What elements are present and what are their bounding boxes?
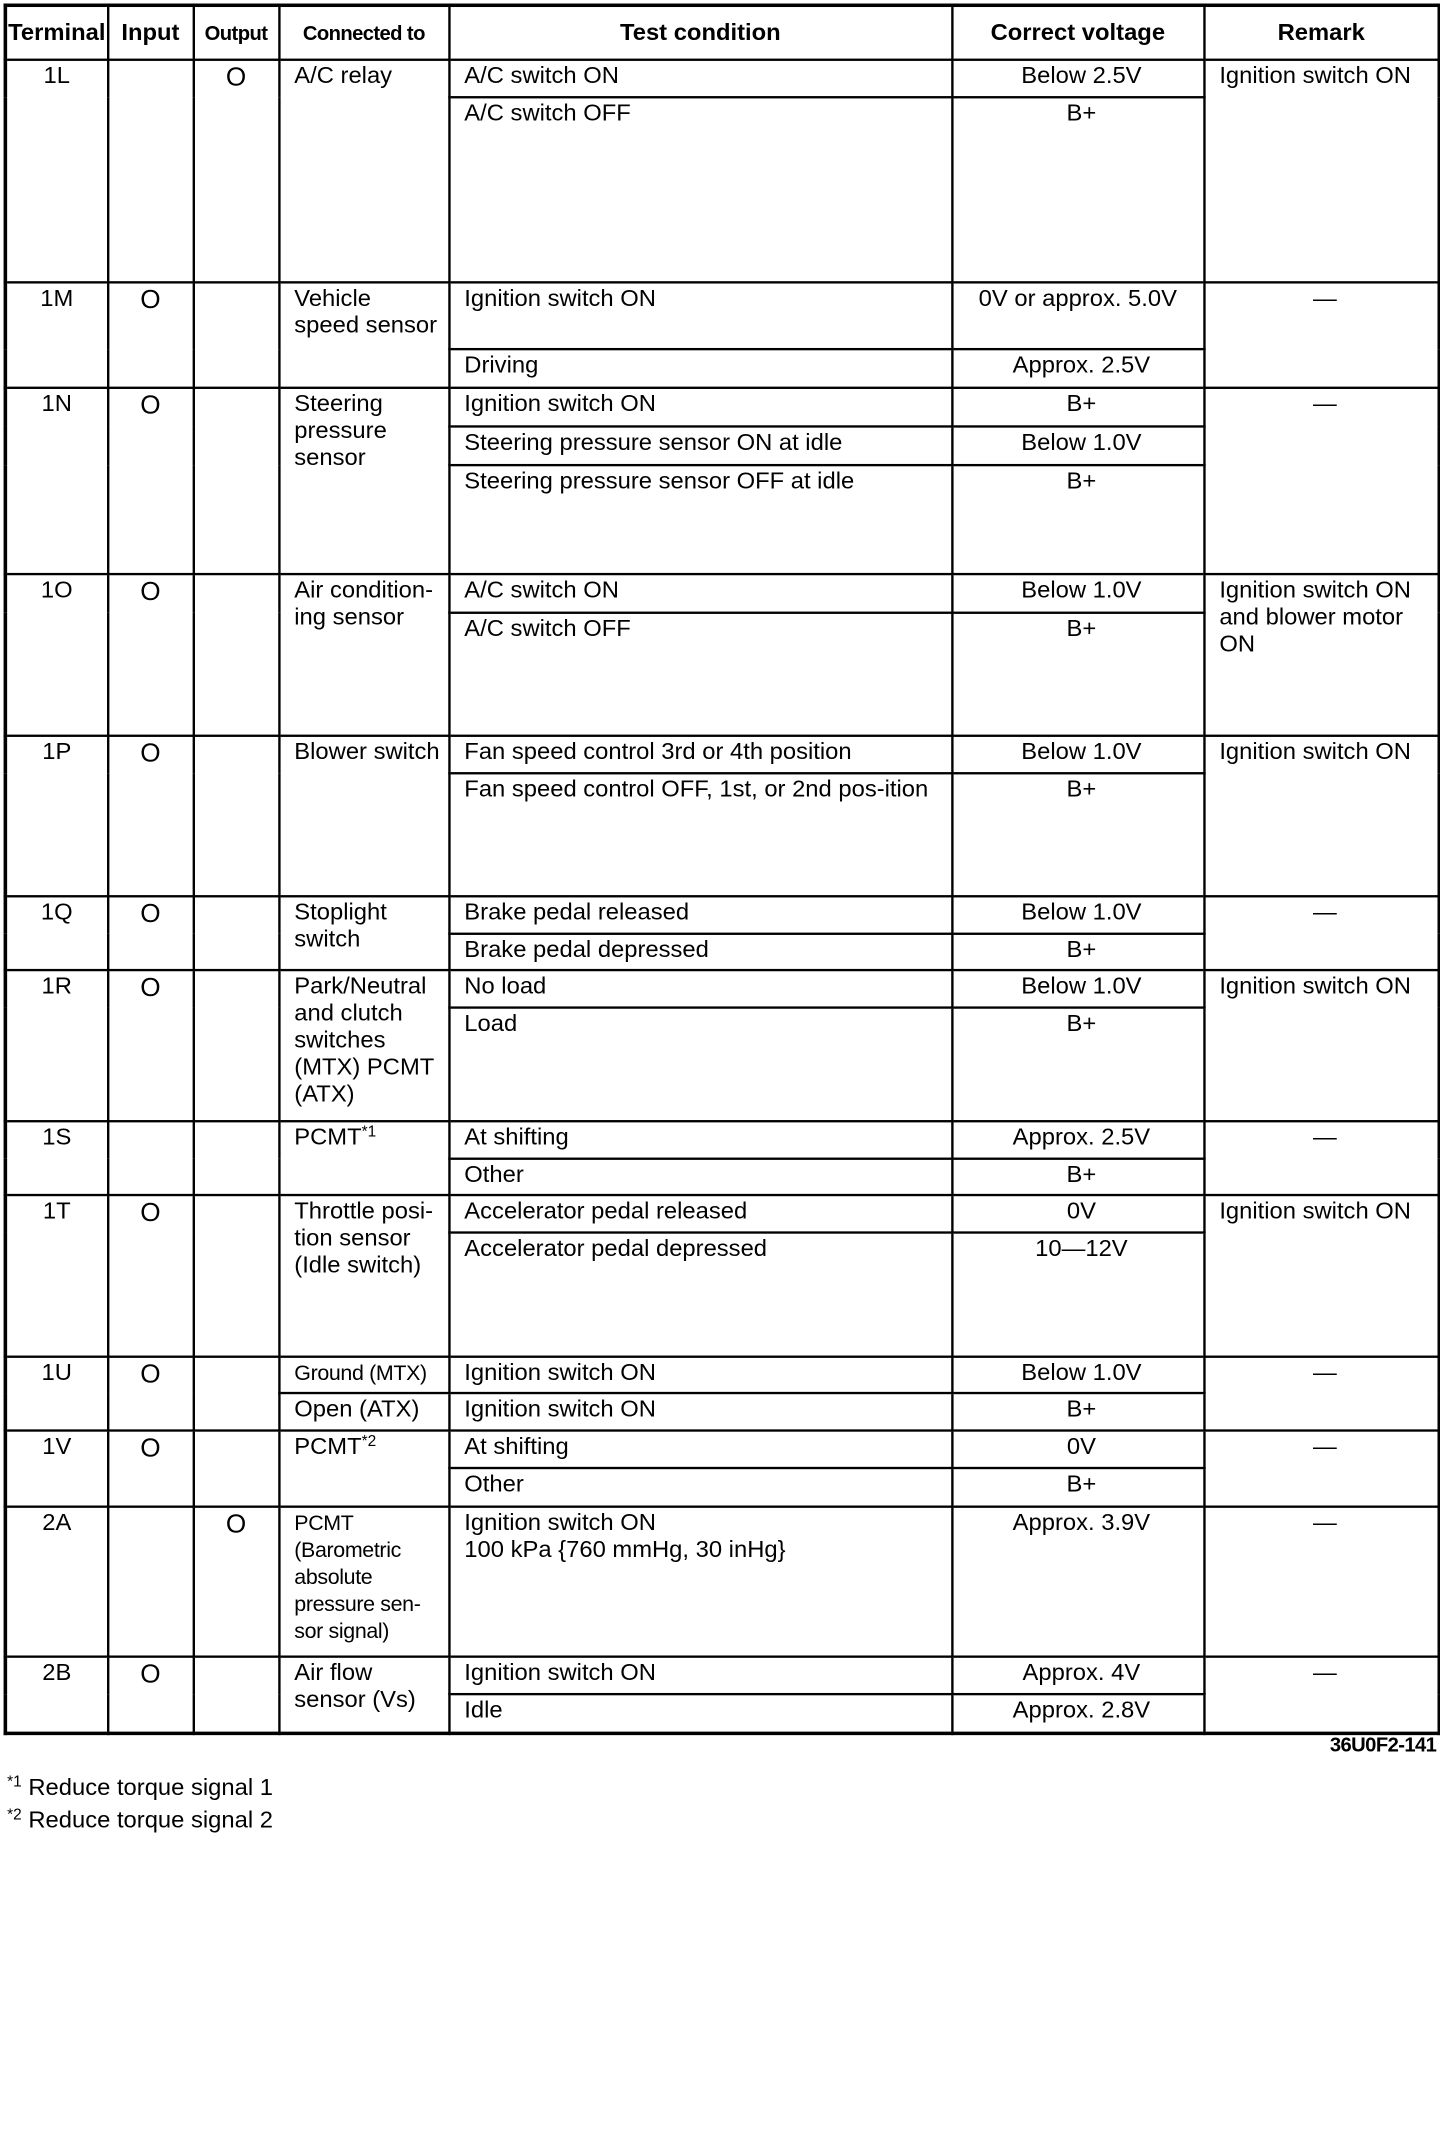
voltage-cell: B+ (952, 1468, 1204, 1506)
input-mark: O (108, 1430, 194, 1506)
terminal-cell: 2B (5, 1656, 107, 1733)
voltage-cell: Below 2.5V (952, 60, 1204, 97)
remark-cell: Ignition switch ON (1204, 971, 1439, 1122)
voltage-cell: 0V (952, 1196, 1204, 1233)
remark-cell: — (1204, 388, 1439, 574)
terminal-cell: 1U (5, 1356, 107, 1430)
terminal-voltage-table (4, 4, 1440, 1736)
terminal-cell: 1M (5, 282, 107, 388)
terminal-cell: 1T (5, 1196, 107, 1357)
test-condition-cell: A/C switch OFF (449, 97, 952, 283)
table-row (5, 1430, 1439, 1468)
output-mark (193, 971, 279, 1122)
test-condition-cell: At shifting (449, 1122, 952, 1159)
test-condition-cell: Other (449, 1159, 952, 1196)
remark-cell: — (1204, 1656, 1439, 1733)
voltage-cell: Below 1.0V (952, 574, 1204, 612)
table-row (5, 1506, 1439, 1656)
voltage-cell: Below 1.0V (952, 971, 1204, 1008)
input-mark (108, 60, 194, 283)
test-condition-cell: Fan speed control OFF, 1st, or 2nd pos-ition (449, 773, 952, 897)
voltage-cell: 0V (952, 1430, 1204, 1468)
output-mark (193, 736, 279, 897)
connected-to-cell: Air flow sensor (Vs) (279, 1656, 449, 1733)
test-condition-cell: Accelerator pedal depressed (449, 1232, 952, 1356)
test-condition-cell (449, 1506, 952, 1656)
remark-cell: — (1204, 1122, 1439, 1196)
connected-to-cell: PCMT (Barometric absolute pressure sen-sor signal) (279, 1506, 449, 1656)
voltage-cell: Below 1.0V (952, 1356, 1204, 1393)
terminal-cell: 2A (5, 1506, 107, 1656)
remark-cell: Ignition switch ON (1204, 1196, 1439, 1357)
voltage-cell: Approx. 2.5V (952, 1122, 1204, 1159)
figure-code: 36U0F2-141 (1329, 1733, 1437, 1757)
header-remark: Remark (1204, 5, 1439, 59)
table-row (5, 897, 1439, 934)
connected-to-cell: Stoplight switch (279, 897, 449, 971)
input-mark (108, 1122, 194, 1196)
test-line: 100 kPa {760 mmHg, 30 inHg} (464, 1536, 786, 1563)
test-condition-cell: Steering pressure sensor OFF at idle (449, 465, 952, 575)
test-condition-cell: Ignition switch ON (449, 1656, 952, 1694)
test-condition-cell: Accelerator pedal released (449, 1196, 952, 1233)
connected-to-cell (279, 1122, 449, 1196)
test-condition-cell: No load (449, 971, 952, 1008)
connected-to-cell: Blower switch (279, 736, 449, 897)
input-mark: O (108, 736, 194, 897)
voltage-cell: B+ (952, 934, 1204, 971)
test-line: Ignition switch ON (464, 1509, 656, 1536)
remark-cell: — (1204, 1356, 1439, 1430)
header-connected-to: Connected to (279, 5, 449, 59)
input-mark: O (108, 897, 194, 971)
voltage-cell: B+ (952, 773, 1204, 897)
voltage-cell: Approx. 2.8V (952, 1694, 1204, 1733)
voltage-cell: Below 1.0V (952, 426, 1204, 464)
connected-to-cell: Park/Neutral and clutch switches (MTX) PCMT (ATX) (279, 971, 449, 1122)
terminal-cell: 1N (5, 388, 107, 574)
input-mark: O (108, 1196, 194, 1357)
test-condition-cell: Ignition switch ON (449, 282, 952, 349)
test-condition-cell: At shifting (449, 1430, 952, 1468)
footnote-ref: *1 (361, 1122, 377, 1141)
output-mark (193, 1196, 279, 1357)
header-test-condition: Test condition (449, 5, 952, 59)
voltage-cell: B+ (952, 465, 1204, 575)
footnote-text: Reduce torque signal 1 (28, 1774, 273, 1801)
connected-to-cell: Air condition-ing sensor (279, 574, 449, 736)
output-mark (193, 282, 279, 388)
table-row (5, 1356, 1439, 1393)
input-mark: O (108, 1356, 194, 1430)
output-mark (193, 1356, 279, 1430)
table-row (5, 60, 1439, 97)
table-row (5, 971, 1439, 1008)
test-condition-cell: Idle (449, 1694, 952, 1733)
terminal-cell: 1R (5, 971, 107, 1122)
footnote-text: Reduce torque signal 2 (28, 1807, 273, 1834)
remark-cell: — (1204, 897, 1439, 971)
test-condition-cell: Brake pedal released (449, 897, 952, 934)
test-condition-cell: Ignition switch ON (449, 388, 952, 426)
header-output: Output (193, 5, 279, 59)
remark-cell: — (1204, 282, 1439, 388)
remark-cell: — (1204, 1430, 1439, 1506)
output-mark (193, 897, 279, 971)
remark-cell: Ignition switch ON and blower motor ON (1204, 574, 1439, 736)
table-row (5, 736, 1439, 773)
terminal-cell: 1P (5, 736, 107, 897)
header-row (5, 5, 1439, 59)
test-condition-cell: Load (449, 1007, 952, 1121)
connected-to-cell: A/C relay (279, 60, 449, 283)
voltage-cell: Approx. 2.5V (952, 349, 1204, 388)
remark-cell: Ignition switch ON (1204, 60, 1439, 283)
table-row (5, 282, 1439, 349)
output-mark (193, 1656, 279, 1733)
voltage-cell: B+ (952, 1007, 1204, 1121)
connected-to-cell: Vehicle speed sensor (279, 282, 449, 388)
test-condition-cell: A/C switch ON (449, 574, 952, 612)
footnote-1 (7, 1772, 273, 1802)
header-input: Input (108, 5, 194, 59)
input-mark: O (108, 574, 194, 736)
output-mark (193, 1430, 279, 1506)
connected-to-cell: Open (ATX) (279, 1393, 449, 1430)
test-condition-cell: Ignition switch ON (449, 1393, 952, 1430)
voltage-cell: Below 1.0V (952, 897, 1204, 934)
test-condition-cell: Other (449, 1468, 952, 1506)
footnote-2 (7, 1805, 273, 1835)
test-condition-cell: Fan speed control 3rd or 4th position (449, 736, 952, 773)
connected-to-cell: Ground (MTX) (279, 1356, 449, 1393)
terminal-cell: 1L (5, 60, 107, 283)
voltage-cell: Approx. 4V (952, 1656, 1204, 1694)
test-condition-cell: Ignition switch ON (449, 1356, 952, 1393)
connected-to-text: PCMT (294, 1433, 362, 1460)
table-row (5, 574, 1439, 612)
terminal-cell: 1V (5, 1430, 107, 1506)
connected-to-cell: Throttle posi-tion sensor (Idle switch) (279, 1196, 449, 1357)
remark-cell: Ignition switch ON (1204, 736, 1439, 897)
voltage-cell: Below 1.0V (952, 736, 1204, 773)
footnote-ref: *2 (361, 1431, 377, 1449)
output-mark (193, 388, 279, 574)
input-mark: O (108, 388, 194, 574)
table-row (5, 1122, 1439, 1159)
terminal-cell: 1S (5, 1122, 107, 1196)
terminal-cell: 1O (5, 574, 107, 736)
header-correct-voltage: Correct voltage (952, 5, 1204, 59)
voltage-cell: B+ (952, 1159, 1204, 1196)
voltage-cell: 0V or approx. 5.0V (952, 282, 1204, 349)
input-mark (108, 1506, 194, 1656)
connected-to-cell (279, 1430, 449, 1506)
footnote-mark: *2 (7, 1805, 22, 1824)
voltage-cell: Approx. 3.9V (952, 1506, 1204, 1656)
voltage-cell: B+ (952, 612, 1204, 736)
test-condition-cell: Driving (449, 349, 952, 388)
test-condition-cell: Steering pressure sensor ON at idle (449, 426, 952, 464)
remark-cell: — (1204, 1506, 1439, 1656)
voltage-cell: B+ (952, 388, 1204, 426)
terminal-cell: 1Q (5, 897, 107, 971)
voltage-cell: 10—12V (952, 1232, 1204, 1356)
output-mark (193, 1122, 279, 1196)
input-mark: O (108, 971, 194, 1122)
input-mark: O (108, 282, 194, 388)
footnote-mark: *1 (7, 1772, 22, 1791)
output-mark (193, 574, 279, 736)
test-condition-cell: A/C switch ON (449, 60, 952, 97)
header-terminal: Terminal (5, 5, 107, 59)
output-mark: O (193, 1506, 279, 1656)
test-condition-cell: Brake pedal depressed (449, 934, 952, 971)
test-condition-cell: A/C switch OFF (449, 612, 952, 736)
voltage-cell: B+ (952, 1393, 1204, 1430)
output-mark: O (193, 60, 279, 283)
voltage-cell: B+ (952, 97, 1204, 283)
connected-to-text: PCMT (294, 1125, 362, 1152)
connected-to-cell: Steering pressure sensor (279, 388, 449, 574)
table-row (5, 1656, 1439, 1694)
table-row (5, 1196, 1439, 1233)
input-mark: O (108, 1656, 194, 1733)
table-row (5, 388, 1439, 426)
